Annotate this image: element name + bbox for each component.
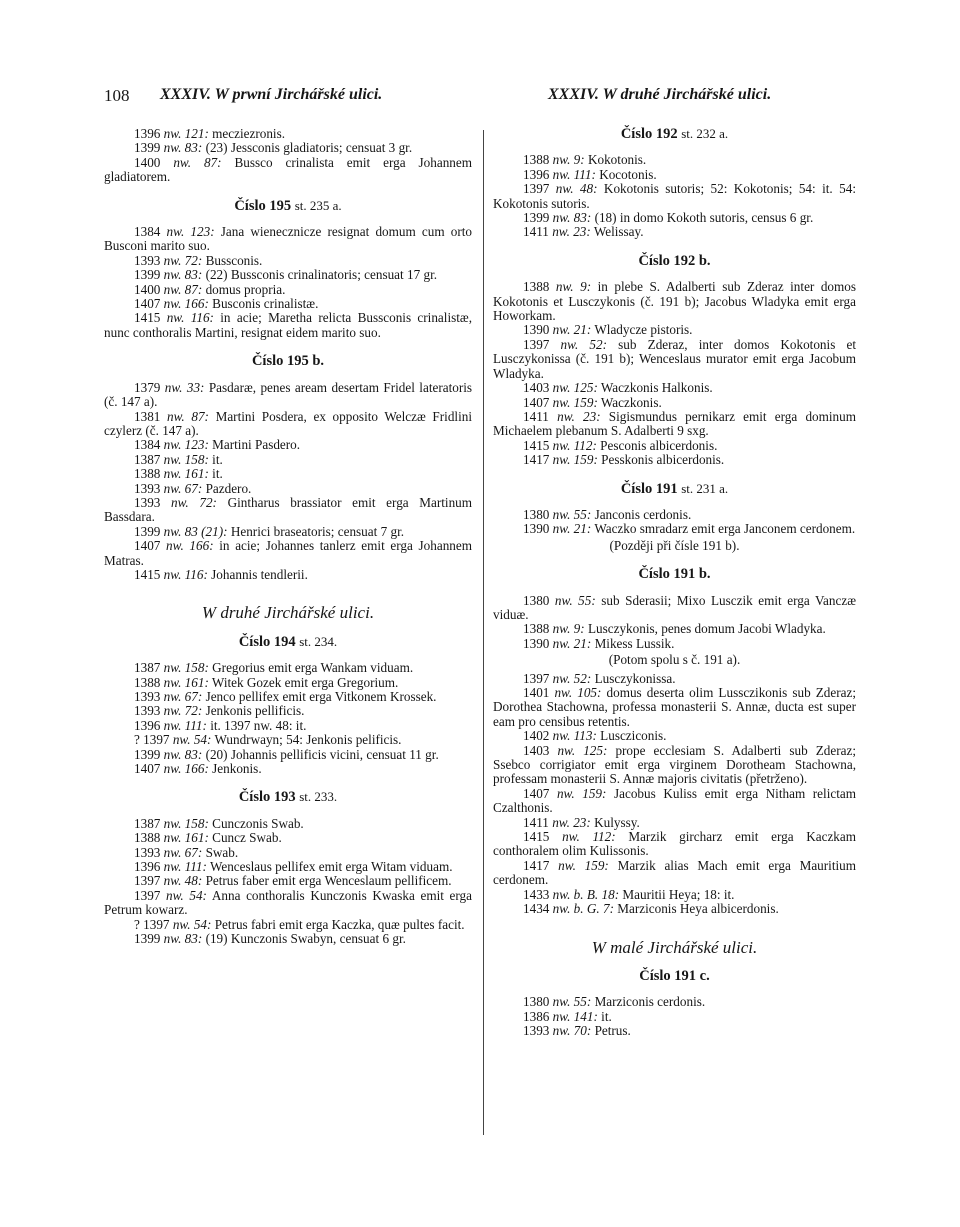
entry-year: 1407 (134, 296, 161, 312)
entry-year: 1399 (134, 523, 161, 539)
entry-year: 1434 (523, 901, 550, 917)
entry-reference: nw. 23: (552, 224, 591, 240)
house-number-heading (493, 567, 856, 581)
column-divider (483, 130, 484, 1135)
entry-year: 1393 (134, 252, 161, 268)
entry-reference: nw. 112: (562, 829, 616, 845)
record-entry (493, 225, 856, 239)
entry-reference: nw. 159: (556, 785, 607, 801)
entry-text: Mikess Lussik. (594, 635, 675, 651)
entry-year: 1397 (523, 336, 550, 352)
entry-reference: nw. 83: (163, 140, 203, 156)
entry-text: Wundrwayn; 54: Jenkonis pelificis. (214, 732, 402, 748)
record-entry (493, 888, 856, 902)
entry-year: 1415 (134, 310, 161, 326)
entry-text: Martini Pasdero. (212, 437, 301, 453)
entry-reference: nw. 158: (163, 815, 209, 831)
record-entry (104, 127, 472, 141)
record-entry (104, 156, 472, 185)
entry-text: Cunczonis Swab. (212, 815, 304, 831)
entry-year: 1381 (134, 408, 161, 424)
entry-reference: nw. 125: (552, 380, 598, 396)
house-number: Číslo 191 (620, 480, 678, 497)
entry-year: 1387 (134, 815, 161, 831)
record-entry (493, 439, 856, 453)
entry-text: Welissay. (593, 224, 644, 240)
entry-year: 1388 (134, 466, 161, 482)
entry-text: Jana wienecznicze resignat domum cum orto Busconi marito suo. (104, 224, 473, 254)
entry-reference: nw. 87: (163, 281, 203, 297)
entry-year: 1388 (523, 152, 550, 168)
entry-year: 1393 (523, 1023, 550, 1039)
entry-text: (19) Kunczonis Swabyn, censuat 6 gr. (205, 931, 406, 947)
entry-year: 1407 (523, 785, 550, 801)
record-entry (493, 995, 856, 1009)
entry-year: 1433 (523, 886, 550, 902)
entry-year: 1411 (523, 814, 549, 830)
old-number: st. 232 a. (681, 126, 729, 141)
entry-reference: nw. 161: (163, 674, 209, 690)
entry-reference: nw. 23: (557, 408, 601, 424)
entry-text: Luscziconis. (600, 728, 667, 744)
entry-reference: nw. 48: (555, 181, 598, 197)
entry-text: Waczkonis. (600, 394, 662, 410)
entry-reference: nw. 83: (552, 210, 592, 226)
entry-text: domus deserta olim Lussczikonis sub Zderaz; Dorothea Stachowna, professa monasterii S. Annæ, ducta est super eam pro censibus retentis. (493, 685, 857, 729)
entry-text: Martini Posdera, ex opposito Welczæ Fridlini czylerz (č. 147 a). (104, 408, 472, 438)
entry-text: Kokotonis sutoris; 52: Kokotonis; 54: it. 54: Kokotonis sutoris. (493, 181, 856, 211)
record-entry (493, 153, 856, 167)
entry-reference: nw. 52: (560, 336, 607, 352)
entry-text: Marzik alias Mach emit erga Mauritium cerdonem. (493, 857, 857, 888)
entry-year: 1390 (523, 635, 550, 651)
record-entry (493, 381, 856, 395)
record-entry (104, 297, 472, 311)
record-entry (104, 817, 472, 831)
record-entry (104, 676, 472, 690)
left-column (104, 127, 472, 947)
entry-year: ? 1397 (134, 732, 170, 748)
record-entry (104, 525, 472, 539)
record-entry (104, 482, 472, 496)
house-number: Číslo 195 (234, 197, 292, 214)
entry-reference: nw. 166: (166, 538, 214, 554)
entry-year: 1397 (523, 670, 550, 686)
entry-year: 1407 (523, 394, 550, 410)
house-number-heading (104, 199, 472, 213)
entry-year: 1397 (134, 873, 161, 889)
record-entry (104, 719, 472, 733)
entry-text: Wenceslaus pellifex emit erga Witam viduam. (209, 859, 453, 875)
house-number: Číslo 192 (620, 126, 678, 142)
entry-year: 1396 (523, 166, 550, 182)
entry-year: 1388 (523, 279, 550, 295)
entry-year: 1400 (134, 154, 161, 170)
record-entry (493, 622, 856, 636)
entry-reference: nw. 67: (163, 480, 203, 496)
house-number: Číslo 191 b. (638, 566, 711, 583)
house-number-heading (104, 790, 472, 804)
entry-text: it. 1397 nw. 48: it. (210, 717, 307, 733)
record-entry (493, 338, 856, 381)
entry-text: Petrus fabri emit erga Kaczka, quæ pultes facit. (214, 916, 465, 932)
entry-year: 1396 (134, 126, 161, 141)
right-column (493, 127, 856, 1039)
entry-year: ? 1397 (134, 916, 170, 932)
entry-text: Waczkonis Halkonis. (600, 380, 713, 396)
record-entry (493, 1024, 856, 1038)
entry-year: 1384 (134, 224, 161, 240)
entry-reference: nw. 125: (557, 742, 608, 758)
entry-year: 1399 (134, 746, 161, 762)
entry-text: Janconis cerdonis. (594, 506, 692, 522)
entry-reference: nw. 48: (163, 873, 203, 889)
entry-reference: nw. 111: (163, 859, 207, 875)
record-entry (104, 496, 472, 525)
entry-reference: nw. 166: (163, 761, 209, 777)
entry-text: Pesconis albicerdonis. (600, 437, 718, 453)
entry-text: Petrus faber emit erga Wenceslaum pellificem. (205, 873, 452, 889)
record-entry (104, 254, 472, 268)
entry-year: 1399 (134, 267, 161, 283)
record-entry (493, 672, 856, 686)
entry-year: 1387 (134, 660, 161, 676)
entry-reference: nw. 9: (552, 621, 585, 637)
entry-year: 1390 (523, 521, 550, 537)
entry-reference: nw. 55: (552, 994, 592, 1010)
entry-text: Waczko smradarz emit erga Janconem cerdonem. (594, 521, 856, 537)
entry-text: (22) Bussconis crinalinatoris; censuat 17 gr. (205, 267, 438, 283)
entry-text: Cuncz Swab. (212, 830, 282, 846)
entry-text: Marziconis cerdonis. (594, 994, 706, 1010)
entry-year: 1417 (523, 452, 550, 468)
entry-reference: nw. 67: (163, 844, 203, 860)
record-entry (104, 831, 472, 845)
editorial-note: (Později při čísle 191 b). (609, 537, 740, 553)
record-entry (493, 396, 856, 410)
entry-reference: nw. 67: (163, 689, 203, 704)
record-entry (493, 508, 856, 522)
record-entry (493, 410, 856, 439)
record-entry (104, 283, 472, 297)
entry-year: 1396 (134, 859, 161, 875)
entry-reference: nw. 72: (163, 703, 203, 719)
record-entry (104, 268, 472, 282)
record-entry (104, 733, 472, 747)
record-entry (104, 438, 472, 452)
entry-reference: nw. 70: (552, 1023, 592, 1039)
entry-text: Gregorius emit erga Wankam viduam. (212, 660, 414, 676)
entry-year: 1407 (134, 538, 161, 554)
entry-text: in acie; Johannes tanlerz emit erga Johannem Matras. (104, 538, 472, 568)
record-entry (493, 787, 856, 816)
running-title-left: XXXIV. W prwní Jirchářské ulici. (160, 86, 383, 103)
record-entry (104, 568, 472, 582)
entry-reference: nw. 54: (172, 916, 212, 932)
entry-year: 1388 (134, 674, 161, 690)
entry-reference: nw. 83: (163, 267, 203, 283)
entry-text: Pazdero. (205, 480, 252, 496)
entry-year: 1411 (523, 224, 549, 240)
entry-text: Witek Gozek emit erga Gregorium. (211, 674, 399, 690)
entry-text: Jenco pellifex emit erga Vitkonem Krossek. (205, 689, 437, 704)
entry-year: 1386 (523, 1008, 550, 1024)
entry-text: Sigismundus pernikarz emit erga dominum Michaelem plebanum S. Adalberti 9 sxg. (493, 408, 856, 439)
record-entry (104, 661, 472, 675)
entry-text: Jenkonis pellificis. (205, 703, 305, 719)
entry-reference: nw. 83 (21): (163, 523, 228, 539)
entry-text: Busconis crinalistæ. (212, 296, 319, 312)
entry-year: 1415 (134, 566, 161, 582)
entry-reference: nw. 123: (166, 224, 215, 240)
entry-year: 1393 (134, 703, 161, 719)
entry-reference: nw. 161: (163, 830, 209, 846)
record-entry (493, 522, 856, 536)
house-number-heading (493, 127, 856, 141)
entry-reference: nw. 9: (552, 152, 585, 168)
record-entry (104, 889, 472, 918)
entry-reference: nw. 83: (163, 746, 203, 762)
entry-reference: nw. 72: (171, 494, 217, 510)
street-section-title: W malé Jirchářské ulici. (591, 937, 758, 957)
house-number: Číslo 194 (238, 633, 296, 650)
entry-reference: nw. 55: (554, 592, 596, 608)
house-number-heading (104, 635, 472, 649)
entry-year: 1400 (134, 281, 161, 297)
record-entry (493, 686, 856, 729)
record-entry (104, 539, 472, 568)
entry-text: it. (212, 451, 223, 467)
entry-year: 1402 (523, 728, 550, 744)
entry-text: (20) Johannis pellificis vicini, censuat 11 gr. (205, 746, 439, 762)
entry-reference: nw. 121: (163, 126, 209, 141)
record-entry (104, 311, 472, 340)
record-entry (493, 830, 856, 859)
record-entry (104, 918, 472, 932)
entry-year: 1388 (523, 621, 550, 637)
record-entry (493, 211, 856, 225)
record-entry (104, 467, 472, 481)
entry-reference: nw. 54: (172, 732, 212, 748)
entry-reference: nw. 72: (163, 252, 203, 268)
entry-year: 1380 (523, 506, 550, 522)
record-entry (104, 860, 472, 874)
house-number-heading (493, 969, 856, 983)
entry-text: mecziezronis. (212, 126, 286, 141)
entry-year: 1397 (523, 181, 550, 197)
record-entry (104, 381, 472, 410)
entry-year: 1393 (134, 480, 161, 496)
record-entry (104, 410, 472, 439)
record-entry (493, 168, 856, 182)
record-entry (104, 748, 472, 762)
entry-text: Marziconis Heya albicerdonis. (617, 901, 779, 917)
old-number: st. 234. (299, 633, 338, 649)
entry-text: Jenkonis. (212, 761, 262, 777)
record-entry (104, 141, 472, 155)
entry-text: Mauritii Heya; 18: it. (622, 886, 735, 902)
entry-reference: nw. 111: (163, 717, 207, 733)
entry-text: Henrici braseatoris; censuat 7 gr. (230, 523, 405, 539)
entry-reference: nw. 166: (163, 296, 209, 312)
house-number-heading (493, 482, 856, 496)
entry-text: Bussconis. (205, 252, 263, 268)
record-entry (493, 323, 856, 337)
entry-text: domus propria. (205, 281, 286, 297)
entry-reference: nw. 116: (166, 310, 214, 326)
entry-reference: nw. 55: (552, 506, 592, 522)
house-number: Číslo 191 c. (639, 967, 710, 984)
record-entry (493, 744, 856, 787)
entry-year: 1393 (134, 844, 161, 860)
entry-reference: nw. 87: (173, 154, 222, 170)
entry-reference: nw. 105: (554, 685, 602, 700)
entry-reference: nw. 21: (552, 322, 592, 338)
entry-reference: nw. 9: (555, 279, 592, 295)
entry-year: 1393 (134, 689, 161, 704)
record-entry (104, 690, 472, 704)
record-entry (493, 182, 856, 211)
entry-reference: nw. 21: (552, 635, 592, 651)
entry-text: Kocotonis. (599, 166, 657, 182)
entry-text: Anna conthoralis Kunczonis Kwaska emit erga Petrum kowarz. (104, 887, 473, 918)
entry-year: 1387 (134, 451, 161, 467)
entry-reference: nw. 83: (163, 931, 203, 947)
entry-year: 1401 (523, 685, 550, 700)
editorial-note: (Potom spolu s č. 191 a). (608, 652, 741, 668)
entry-reference: nw. 23: (552, 814, 591, 830)
entry-text: Kokotonis. (587, 152, 647, 168)
entry-text: Pasdaræ, penes aream desertam Fridel lateratoris (č. 147 a). (104, 379, 473, 410)
house-number-heading (104, 354, 472, 368)
record-entry (493, 816, 856, 830)
entry-year: 1397 (134, 887, 161, 903)
entry-text: in plebe S. Adalberti sub Zderaz inter domos Kokotonis et Lusczykonis (č. 191 b); Jacobus Wladyka emit erga Howorkam. (493, 279, 856, 324)
entry-text: Pesskonis albicerdonis. (601, 452, 725, 468)
entry-year: 1417 (523, 857, 550, 873)
entry-year: 1399 (523, 210, 550, 226)
entry-year: 1407 (134, 761, 161, 777)
entry-text: sub Sderasii; Mixo Lusczik emit erga Vanczæ viduæ. (493, 592, 856, 622)
entry-year: 1396 (134, 717, 161, 733)
entry-text: (23) Jessconis gladiatoris; censuat 3 gr. (205, 140, 413, 156)
entry-reference: nw. 159: (558, 857, 609, 873)
entry-reference: nw. 52: (552, 670, 592, 686)
entry-year: 1393 (134, 494, 161, 510)
entry-text: Lusczykonis, penes domum Jacobi Wladyka. (587, 621, 826, 637)
record-entry (104, 453, 472, 467)
entry-text: Wladycze pistoris. (594, 322, 693, 338)
entry-year: 1380 (523, 592, 550, 608)
record-entry (104, 225, 472, 254)
entry-year: 1415 (523, 829, 550, 845)
entry-year: 1399 (134, 140, 161, 156)
entry-reference: nw. 123: (163, 437, 209, 453)
house-number: Číslo 195 b. (251, 353, 325, 370)
entry-reference: nw. b. G. 7: (552, 901, 614, 917)
entry-reference: nw. 158: (163, 451, 209, 467)
house-number: Číslo 193 (238, 789, 296, 806)
record-entry (104, 874, 472, 888)
entry-year: 1403 (523, 380, 550, 396)
entry-text: Petrus. (594, 1023, 631, 1039)
entry-reference: nw. 112: (552, 437, 597, 453)
entry-reference: nw. 21: (552, 521, 592, 537)
entry-reference: nw. 111: (552, 166, 596, 182)
entry-text: Bussco crinalista emit erga Johannem gladiatorem. (104, 154, 473, 185)
entry-reference: nw. 159: (552, 394, 598, 410)
entry-text: (18) in domo Kokoth sutoris, census 6 gr. (594, 210, 814, 226)
entry-year: 1403 (523, 742, 550, 758)
entry-reference: nw. 116: (163, 566, 208, 582)
record-entry (104, 846, 472, 860)
entry-reference: nw. 159: (552, 452, 598, 468)
entry-year: 1390 (523, 322, 550, 338)
entry-reference: nw. b. B. 18: (552, 886, 620, 902)
record-entry (493, 453, 856, 467)
record-entry (104, 704, 472, 718)
street-section-title: W druhé Jirchářské ulici. (201, 603, 375, 623)
entry-year: 1411 (523, 408, 549, 424)
entry-reference: nw. 141: (552, 1008, 598, 1024)
record-entry (493, 637, 856, 651)
entry-text: Marzik gircharz emit erga Kaczkam conthoralem olim Kulissonis. (493, 829, 857, 859)
house-number: Číslo 192 b. (638, 252, 711, 269)
entry-text: Swab. (205, 844, 239, 860)
entry-reference: nw. 158: (163, 660, 209, 676)
record-entry (493, 594, 856, 623)
entry-text: sub Zderaz, inter domos Kokotonis et Lusczykonissa (č. 191 b); Wenceslaus murator emit erga Jacobum Wladyka. (493, 336, 857, 381)
old-number: st. 231 a. (681, 480, 729, 496)
page-number: 108 (104, 86, 130, 105)
entry-year: 1388 (134, 830, 161, 846)
entry-reference: nw. 161: (163, 466, 209, 482)
entry-text: Jacobus Kuliss emit erga Nitham relictam Czalthonis. (493, 785, 856, 816)
entry-text: it. (212, 466, 223, 482)
record-entry (493, 859, 856, 888)
entry-year: 1415 (523, 437, 550, 453)
page-header (0, 86, 960, 110)
entry-text: prope ecclesiam S. Adalberti sub Zderaz; Ssebco corrigiator emit erga virginem Dorotheam Stachowna, professam monasterii S. Annæ majoris civitatis (přetrženo). (493, 742, 856, 787)
entry-text: it. (601, 1008, 612, 1024)
record-entry (493, 729, 856, 743)
old-number: st. 233. (299, 789, 338, 805)
entry-text: Lusczykonissa. (594, 670, 676, 686)
house-number-heading (493, 254, 856, 268)
entry-year: 1380 (523, 994, 550, 1010)
record-entry (493, 1010, 856, 1024)
record-entry (104, 932, 472, 946)
entry-reference: nw. 87: (167, 408, 209, 424)
record-entry (493, 280, 856, 323)
entry-year: 1379 (134, 379, 161, 395)
entry-reference: nw. 33: (164, 379, 205, 395)
old-number: st. 235 a. (294, 197, 342, 213)
entry-year: 1399 (134, 931, 161, 947)
entry-text: Gintharus brassiator emit erga Martinum Bassdara. (104, 494, 473, 525)
entry-text: in acie; Maretha relicta Bussconis crinalistæ, nunc conthoralis Martini, resignat eidem marito suo. (104, 310, 472, 340)
record-entry (104, 762, 472, 776)
entry-reference: nw. 54: (166, 887, 207, 903)
entry-reference: nw. 113: (552, 728, 597, 744)
record-entry (493, 902, 856, 916)
entry-text: Johannis tendlerii. (211, 566, 308, 582)
entry-year: 1384 (134, 437, 161, 453)
entry-text: Kulyssy. (594, 814, 640, 830)
running-title-right: XXXIV. W druhé Jirchářské ulici. (548, 86, 772, 103)
